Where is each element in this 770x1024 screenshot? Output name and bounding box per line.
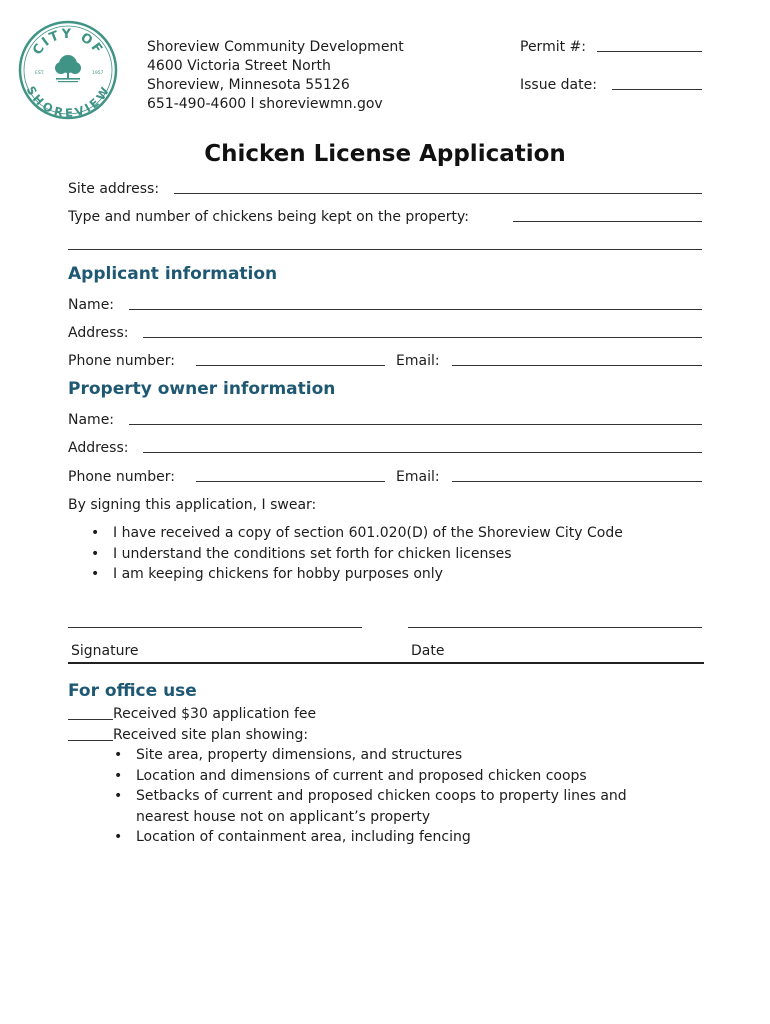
logo-left-text: EST. [35,71,45,76]
plan-list [136,745,681,848]
owner-email-field[interactable] [452,481,702,482]
applicant-email-field[interactable] [452,365,702,366]
logo-right-text: 1957 [92,71,104,76]
owner-address-field[interactable] [143,452,702,453]
list-item: • Site area, property dimensions, and structures [136,745,681,766]
plan-check-field[interactable] [68,740,113,741]
owner-address-label: Address: [68,440,129,456]
tree-icon [55,55,81,82]
signature-label: Signature [71,643,139,659]
applicant-phone-field[interactable] [196,365,385,366]
owner-heading: Property owner information [68,379,336,399]
section-divider [68,662,704,664]
permit-label: Permit #: [520,39,586,55]
logo-bottom-text: SHOREVIEW [23,83,113,120]
date-label: Date [411,643,445,659]
issue-date-label: Issue date: [520,77,597,93]
date-field[interactable] [408,627,702,628]
page-title: Chicken License Application [204,141,566,167]
org-city: Shoreview, Minnesota 55126 [147,77,350,93]
office-heading: For office use [68,681,197,701]
chickens-label: Type and number of chickens being kept on the property: [68,209,470,225]
org-name: Shoreview Community Development [147,39,404,55]
swear-list [113,523,733,585]
applicant-email-label: Email: [396,353,440,369]
applicant-name-field[interactable] [129,309,702,310]
owner-name-field[interactable] [129,424,702,425]
list-item: • I am keeping chickens for hobby purposes only [113,564,733,585]
applicant-address-field[interactable] [143,337,702,338]
permit-field[interactable] [597,51,702,52]
fee-label: Received $30 application fee [113,706,317,722]
owner-phone-field[interactable] [196,481,385,482]
site-address-field[interactable] [174,193,702,194]
swear-intro: By signing this application, I swear: [68,497,317,513]
list-item: • Setbacks of current and proposed chicken coops to property lines and nearest house not on applicant’s property [136,786,681,827]
list-item: • Location of containment area, including fencing [136,827,681,848]
city-logo [18,20,118,120]
owner-name-label: Name: [68,412,115,428]
org-street: 4600 Victoria Street North [147,58,331,74]
org-contact: 651-490-4600 l shoreviewmn.gov [147,96,383,112]
list-item: • Location and dimensions of current and proposed chicken coops [136,766,681,787]
logo-top-text: CITY OF [30,26,107,58]
owner-email-label: Email: [396,469,440,485]
list-item: • I understand the conditions set forth for chicken licenses [113,544,733,565]
site-address-label: Site address: [68,181,160,197]
svg-text:SHOREVIEW [24,84,113,120]
chickens-field-continued[interactable] [68,249,702,250]
owner-phone-label: Phone number: [68,469,175,485]
org-address [147,38,404,114]
applicant-phone-label: Phone number: [68,353,175,369]
chickens-field[interactable] [513,221,702,222]
signature-field[interactable] [68,627,362,628]
applicant-address-label: Address: [68,325,129,341]
list-item: • I have received a copy of section 601.020(D) of the Shoreview City Code [113,523,733,544]
plan-label: Received site plan showing: [113,727,309,743]
applicant-name-label: Name: [68,297,115,313]
fee-check-field[interactable] [68,719,113,720]
applicant-heading: Applicant information [68,264,278,284]
issue-date-field[interactable] [612,89,702,90]
